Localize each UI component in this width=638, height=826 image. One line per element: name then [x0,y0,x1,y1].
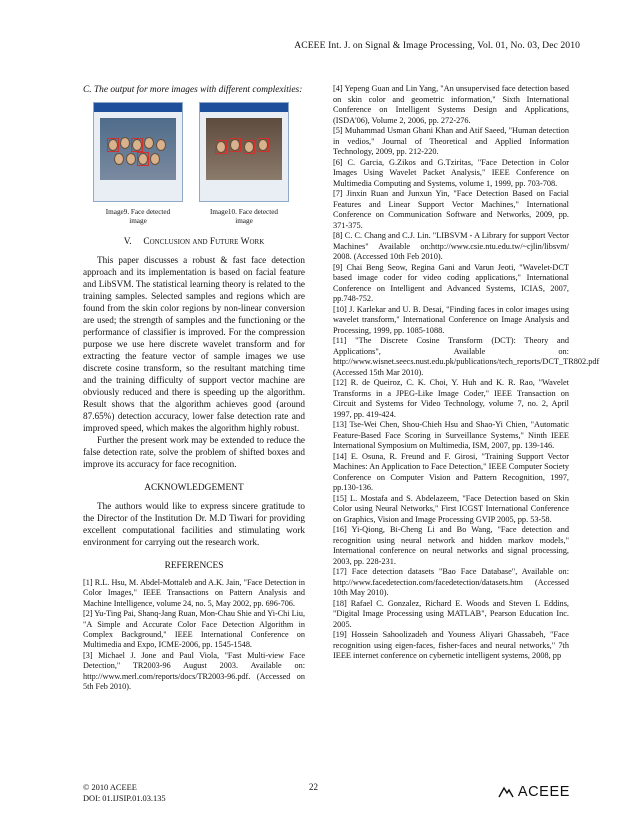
figure-image9-caption: Image9. Face detected image [105,208,171,225]
figure-image9 [93,102,183,226]
conclusion-paragraph-1: This paper discusses a robust & fast face detection approach and its implementation is based on facial feature and LibSVM. The statistical learning theory is related to the training samples. Selected samples and regions which are found from the skin color regions by non-linear conversion are used; the strength of samples and the functioning or the performance of classifier is improved. For the compression purpose we use here discrete wavelet transform and for extracting the feature vector of sample images we use discrete cosine transform, so the resultant matching time and the training difficulty of support vector machine are obviously reduced and there is speeding up the algorithm. Result shows that the algorithm achieves good (around 87.65%) detection accuracy, lower false detection rate and improved speed, which makes the algorithm highly robust. [83,255,305,433]
acknowledgement-heading: ACKNOWLEDGEMENT [144,483,244,493]
figure-image9-window [93,102,183,202]
reference-item: [16] Yi-Qiong, Bi-Cheng Li and Bo Wang, "Face detection and recognition using neural network and hidden markov models," International conference on neural networks and signal processing, 2003, pp. 228-231. [333,525,569,566]
reference-item: [17] Face detection datasets "Bao Face Database", Available on: http://www.facedetection.com/facedetection/datasets.htm (Accessed 10th May 2010). [333,567,569,597]
reference-item: [15] L. Mostafa and S. Abdelazeem, "Face Detection based on Skin Color using Neural Networks," First ICGST International Conference on Graphics, Vision and Image Processing GVIP 2005, pp. 53-58. [333,493,569,524]
reference-item: [3] Michael J. Jone and Paul Viola, "Fast Multi-view Face Detection," TR2003-96 August 2003. Available on: http://www.merl.com/reports/docs/TR2003-96.pdf. (Accessed on 5th Feb 2010). [83,650,305,692]
detected-faces [106,137,170,177]
copyright: © 2010 ACEEE [83,783,137,792]
left-column [83,84,305,692]
figure-image10-caption: Image10. Face detected image [209,208,279,225]
aceee-logo: ACEEE [498,784,570,800]
section-v-heading: V. Conclusion and Future Work [123,237,265,247]
reference-item: [13] Tse-Wei Chen, Shou-Chieh Hsu and Shao-Yi Chien, "Automatic Feature-Based Face Scoring in Surveillance Systems," Ninth IEEE International Symposium on Multimedia, ISM, 2007, pp. 139-146. [333,420,569,450]
detected-faces [212,137,276,177]
references-heading: REFERENCES [164,561,224,571]
window-titlebar [200,103,288,112]
page-number: 22 [309,782,318,792]
references-left [83,578,305,692]
figures-row [93,102,289,226]
section-c-title: C. The output for more images with different complexities: [83,85,303,95]
running-header: ACEEE Int. J. on Signal & Image Processing, Vol. 01, No. 03, Dec 2010 [294,40,580,51]
reference-item: [1] R.L. Hsu, M. Abdel-Mottaleb and A.K. Jain, "Face Detection in Color Images," IEEE Transactions on Pattern Analysis and Machine Intelligence, volume 24, no. 5, May 2002, pp. 696-706. [83,578,305,608]
reference-item: [6] C. Garcia, G.Zikos and G.Tziritas, "Face Detection in Color Images Using Wavelet Packet Analysis," IEEE Conference on Multimedia Computing and Systems, volume 1, 1999, pp. 703-708. [333,157,569,188]
reference-item: [5] Muhammad Usman Ghani Khan and Atif Saeed, "Human detection in vedios," Journal of Theoretical and Applied Information Technology, 2009, pp. 212-220. [333,126,569,156]
reference-item: [14] E. Osuna, R. Freund and F. Girosi, "Training Support Vector Machines: An Application to Face Detection," IEEE Computer Society Conference on Computer Vision and Pattern Recognition, 1997, pp.130-136. [333,451,569,492]
conclusion-paragraph-2: Further the present work may be extended to reduce the false detection rate, solve the problem of shifted boxes and improve its accuracy for face recognition. [83,435,305,469]
window-titlebar [94,103,182,112]
reference-item: [2] Yu-Ting Pai, Shanq-Jang Ruan, Mon-Chau Shie and Yi-Chi Liu, "A Simple and Accurate Color Face Detection Algorithm in Complex Background," IEEE International Conference on Multimedia and Expo, ICME-2006, pp. 1545-1548. [83,609,305,650]
reference-item: [9] Chai Beng Seow, Regina Gani and Varun Jeoti, "Wavelet-DCT based image coder for video coding applications," International Conference on Intelligent and Advanced Systems, ICIAS, 2007, pp.748-752. [333,262,569,303]
reference-item: [11] "The Discrete Cosine Transform (DCT): Theory and Applications", Available on: http://www.wisnet.seecs.nust.edu.pk/publications/tech_reports/DCT_TR802.pdf (Accessed 15th Mar 2010). [333,336,600,377]
acknowledgement-text: The authors would like to express sincere gratitude to the Director of the Institution Dr. M.D Tiwari for providing excellent computational facilities and stimulating work environment for carrying out the research work. [83,501,305,547]
reference-item: [8] C. C. Chang and C.J. Lin. "LIBSVM - A Library for support Vector Machines" Available on:http://www.csie.ntu.edu.tw/~cjlin/libsvm/ 2008. (Accessed 10th Feb 2010). [333,231,569,261]
reference-item: [12] R. de Queiroz, C. K. Choi, Y. Huh and K. R. Rao, "Wavelet Transforms in a JPEG-Like Image Coder," IEEE Transaction on Circuit and Systems for Video Technology, volume 7, no. 2, April 1997, pp. 419-424. [333,378,569,419]
right-column [333,84,600,662]
reference-item: [7] Jinxin Ruan and Junxun Yin, "Face Detection Based on Facial Features and Linear Support Vector Machines," International Conference on Communication Software and Networks, 2009, pp. 371-375. [333,189,569,230]
footer-left [83,782,166,804]
reference-item: [19] Hossein Sahoolizadeh and Youness Aliyari Ghassabeh, "Face recognition using eigen-faces, fisher-faces and neural networks," 7th IEEE internet conference on cybernetic intelligent systems, 2008, pp [333,630,569,660]
reference-item: [10] J. Karlekar and U. B. Desai, "Finding faces in color images using wavelet transform," International Conference on Image Analysis and Processing, 1999, pp. 1085-1088. [333,304,569,335]
reference-item: [18] Rafael C. Gonzalez, Richard E. Woods and Steven L Eddins, "Digital Image Processing using MATLAB", Pearson Education Inc. 2005. [333,598,569,629]
figure-image10 [199,102,289,226]
doi: DOI: 01.IJSIP.01.03.135 [83,794,166,803]
logo-icon [498,786,514,798]
figure-image10-window [199,102,289,202]
reference-item: [4] Yepeng Guan and Lin Yang, "An unsupervised face detection based on skin color and geometric information," Sixth International Conference on Intelligent Systems Design and Applications, (ISDA'06), Volume 2, 2006, pp. 272-276. [333,84,569,125]
